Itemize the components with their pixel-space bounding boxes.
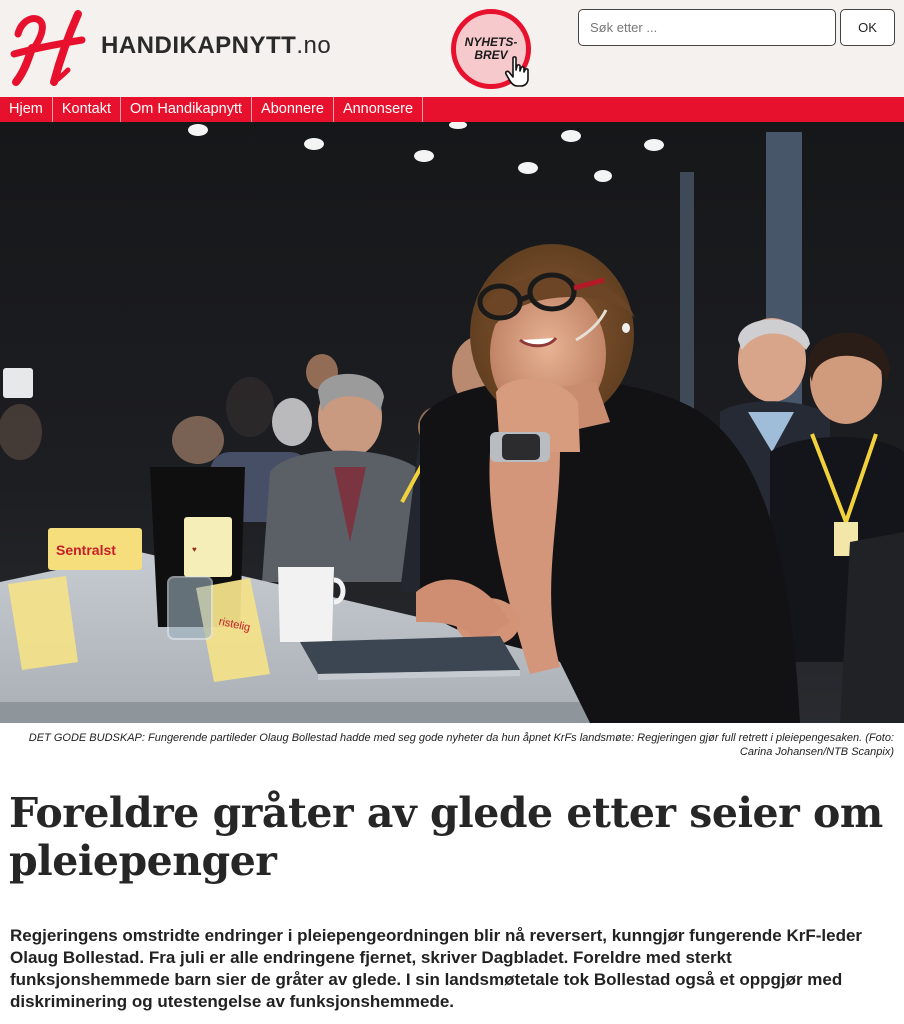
search-input[interactable] bbox=[578, 9, 836, 46]
nav-item-hjem[interactable]: Hjem bbox=[0, 97, 53, 122]
image-caption: DET GODE BUDSKAP: Fungerende partileder Olaug Bollestad hadde med seg gode nyheter da hun åpnet KrFs landsmøte: Regjeringen gjør full retrett i pleiepengesaken. (Foto: Carina Johansen/NTB Scanpix) bbox=[28, 732, 894, 758]
hand-pointer-icon bbox=[505, 56, 531, 88]
article-hero-image bbox=[0, 122, 904, 723]
site-name-suffix: .no bbox=[296, 32, 332, 59]
main-nav bbox=[0, 97, 904, 122]
nav-item-om-handikapnytt[interactable]: Om Handikapnytt bbox=[121, 97, 252, 122]
logo-h-icon bbox=[8, 8, 90, 88]
svg-text:♥: ♥ bbox=[192, 545, 197, 554]
newsletter-label-line1: NYHETS- bbox=[464, 35, 518, 49]
site-header bbox=[0, 0, 904, 97]
nav-item-abonnere[interactable]: Abonnere bbox=[252, 97, 334, 122]
nav-item-kontakt[interactable]: Kontakt bbox=[53, 97, 121, 122]
article-lead: Regjeringens omstridte endringer i pleiepengeordningen blir nå reversert, kunngjør fungerende KrF-leder Olaug Bollestad. Fra juli er alle endringene fjernet, skriver Dagbladet. Foreldre med sterkt funksjonshemmede barn sier de gråter av glede. I sin landsmøtetale tok Bollestad også et oppgjør med diskriminering og utestengelse av funksjonshemmede. bbox=[10, 926, 863, 1011]
newsletter-label-line2: BREV bbox=[474, 48, 508, 62]
article-headline: Foreldre gråter av glede etter seier om pleiepenger bbox=[9, 789, 883, 885]
site-name-caps: HANDIKAPNYTT bbox=[101, 32, 297, 59]
site-name bbox=[101, 32, 331, 60]
nav-item-annonsere[interactable]: Annonsere bbox=[334, 97, 423, 122]
table-sign-text: Sentralst bbox=[56, 542, 116, 558]
search-ok-button[interactable]: OK bbox=[840, 9, 895, 46]
svg-text:ristelig: ristelig bbox=[217, 615, 252, 635]
